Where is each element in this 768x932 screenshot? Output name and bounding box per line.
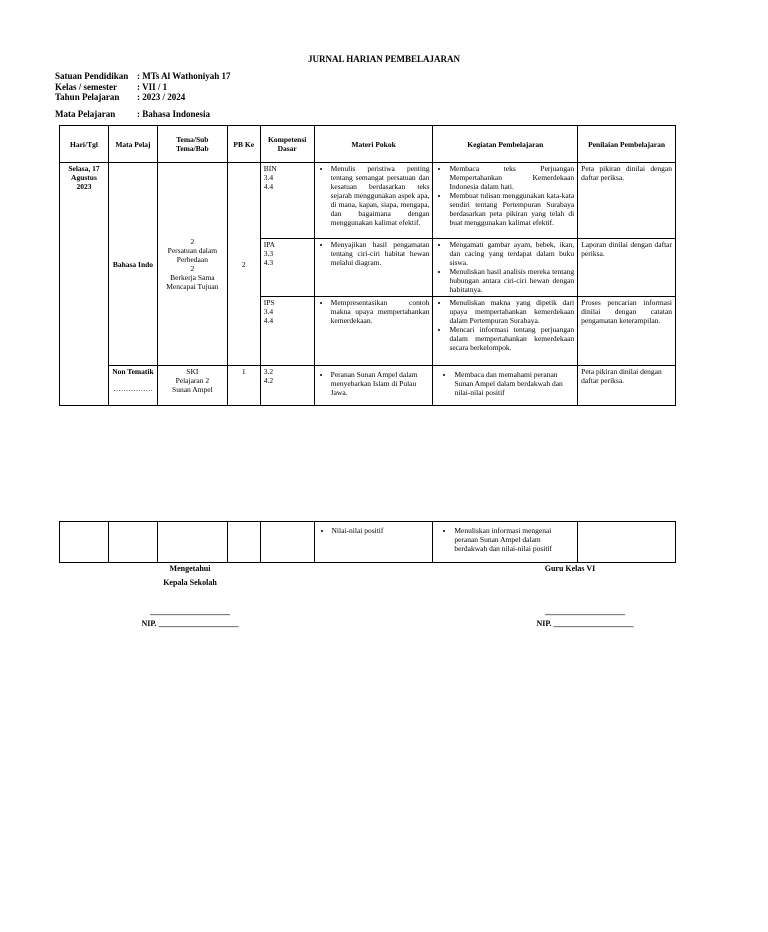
document-info	[55, 71, 355, 121]
tema-line: Berkerja Sama Mencapai Tujuan	[166, 273, 219, 291]
materi-item: • Menyajikan hasil pengamatan tentang ciri-ciri habitat hewan melalui diagram.	[331, 240, 430, 267]
cell-penilaian: Proses pencarian informasi dinilai dengan catatan pengamatan keterampilan.	[578, 297, 676, 366]
cell-empty	[578, 522, 676, 563]
cell-penilaian: Laporan dinilai dengan daftar periksa.	[578, 239, 676, 297]
document-title: JURNAL HARIAN PEMBELAJARAN	[307, 54, 460, 64]
tema-line: 2	[190, 264, 195, 273]
signature-line: ____________________	[150, 607, 230, 616]
cell-tema	[157, 163, 227, 366]
kd-line: 4.4	[263, 316, 274, 325]
cell-materi	[314, 297, 433, 366]
tema-line: Sunan Ampel	[172, 385, 213, 394]
materi-item: • Nilai-nilai positif	[332, 526, 430, 535]
tema-line: Persatuan dalam Perbedaan	[167, 246, 218, 264]
kd-line: BIN	[263, 164, 277, 173]
kd-line: 3.3	[263, 249, 274, 258]
info-label-satuan: Satuan Pendidikan	[55, 71, 129, 81]
cell-mapel	[108, 366, 157, 406]
info-value-tahun: : 2023 / 2024	[137, 92, 186, 102]
info-value-mapel: : Bahasa Indonesia	[137, 109, 211, 119]
table-row	[60, 522, 676, 563]
info-label-mapel: Mata Pelajaran	[55, 109, 116, 119]
cell-kegiatan	[433, 297, 578, 366]
kd-line: 3.4	[263, 307, 274, 316]
header-hari: Hari/Tgl	[60, 126, 109, 163]
cell-empty	[157, 522, 227, 563]
kd-line: 3.2	[263, 367, 274, 376]
cell-empty	[260, 522, 314, 563]
info-label-tahun: Tahun Pelajaran	[55, 92, 120, 102]
journal-table	[59, 125, 676, 406]
cell-mapel: Bahasa Indo	[108, 163, 157, 366]
continuation-table	[59, 521, 676, 563]
tema-line: 2	[190, 237, 195, 246]
header-materi: Materi Pokok	[314, 126, 433, 163]
materi-item: • Menulis peristiwa penting tentang semangat persatuan dan kesatuan berdasarkan teks sejarah menggunakan aspek apa, di mana, kapan, siapa, mengapa, dan bagaimana dengan menggunakan kalimat efektif.	[331, 164, 430, 227]
materi-item: • Mempresentasikan contoh makna upaya mempertahankan kemerdekaan.	[331, 298, 430, 325]
dotted-placeholder: …………….	[113, 384, 153, 393]
header-kd: Kompetensi Dasar	[260, 126, 314, 163]
kegiatan-item: • Menuliskan hasil analisis mereka tentang hubungan antara ciri-ciri hewan dengan habitatnya.	[449, 267, 574, 294]
table-row	[60, 163, 676, 239]
header-penilaian: Penilaian Pembelajaran	[578, 126, 676, 163]
mapel-label: Non Tematik	[112, 367, 154, 376]
kd-line: 4.4	[263, 182, 274, 191]
cell-kd	[260, 297, 314, 366]
cell-kegiatan	[433, 239, 578, 297]
signature-right	[480, 562, 660, 576]
header-tema: Tema/Sub Tema/Bab	[157, 126, 227, 163]
cell-empty	[227, 522, 260, 563]
signature-right-block	[520, 605, 650, 631]
cell-kegiatan	[433, 163, 578, 239]
cell-tema	[157, 366, 227, 406]
tema-line: Pelajaran 2	[175, 376, 210, 385]
nip-right: NIP. ____________________	[536, 619, 634, 628]
signature-left-line2: Kepala Sekolah	[163, 578, 217, 587]
header-pb: PB Ke	[227, 126, 260, 163]
signature-left	[110, 562, 270, 590]
header-kegiatan: Kegiatan Pembelajaran	[433, 126, 578, 163]
cell-materi	[314, 163, 433, 239]
cell-kd	[260, 163, 314, 239]
cell-materi	[314, 366, 433, 406]
cell-penilaian: Peta pikiran dinilai dengan daftar periksa.	[578, 163, 676, 239]
info-value-kelas: : VII / 1	[137, 82, 168, 92]
signature-left-block	[125, 605, 255, 631]
kegiatan-item: • Mencari informasi tentang perjuangan dalam mempertahankan kemerdekaan secara berkelompok.	[449, 325, 574, 352]
kegiatan-item: • Membaca teks Perjuangan Mempertahankan Kemerdekaan Indonesia dalam hati.	[449, 164, 574, 191]
signature-left-line1: Mengetahui	[169, 564, 211, 573]
table-row	[60, 366, 676, 406]
cell-materi	[314, 239, 433, 297]
cell-hari: Selasa, 17 Agustus 2023	[60, 163, 109, 406]
signature-right-line1: Guru Kelas VI	[544, 564, 596, 573]
kd-line: IPS	[263, 298, 275, 307]
info-label-kelas: Kelas / semester	[55, 82, 117, 92]
cell-materi	[314, 522, 433, 563]
cell-penilaian: Peta pikiran dinilai dengan daftar periksa.	[578, 366, 676, 406]
kegiatan-item: • Membuat tulisan menggunakan kata-kata sendiri tentang Pertempuran Surabaya berdasarkan peta pikiran yang telah di buat menggunakan kalimat efektif.	[449, 191, 574, 227]
signature-line: ____________________	[545, 607, 625, 616]
cell-kd	[260, 366, 314, 406]
cell-empty	[60, 522, 109, 563]
cell-kegiatan	[433, 366, 578, 406]
kd-line: IPA	[263, 240, 276, 249]
kegiatan-item: • Membaca dan memahami peranan Sunan Ampel dalam berdakwah dan nilai-nilai positif	[454, 370, 574, 397]
table-header	[60, 126, 676, 163]
cell-kegiatan	[433, 522, 578, 563]
kegiatan-item: • Menuliskan informasi mengenai peranan Sunan Ampel dalam berdakwah dan nilai-nilai positif	[454, 526, 574, 553]
kd-line: 3.4	[263, 173, 274, 182]
kd-line: 4.3	[263, 258, 274, 267]
materi-item: • Peranan Sunan Ampel dalam menyebarkan Islam di Pulau Jawa.	[331, 370, 430, 397]
info-value-satuan: : MTs Al Wathoniyah 17	[137, 71, 231, 81]
cell-pb: 2	[227, 163, 260, 366]
cell-kd	[260, 239, 314, 297]
kegiatan-item: • Mengamati gambar ayam, bebek, ikan, dan cacing yang terdapat dalam buku siswa.	[449, 240, 574, 267]
tema-line: SKI	[186, 367, 199, 376]
header-mapel: Mata Pelaj	[108, 126, 157, 163]
kegiatan-item: • Menuliskan makna yang dipetik dari upaya mempertahankan kemerdekaan dalam Pertempuran Surabaya.	[449, 298, 574, 325]
cell-empty	[108, 522, 157, 563]
kd-line: 4.2	[263, 376, 274, 385]
cell-pb: 1	[227, 366, 260, 406]
nip-left: NIP. ____________________	[141, 619, 239, 628]
